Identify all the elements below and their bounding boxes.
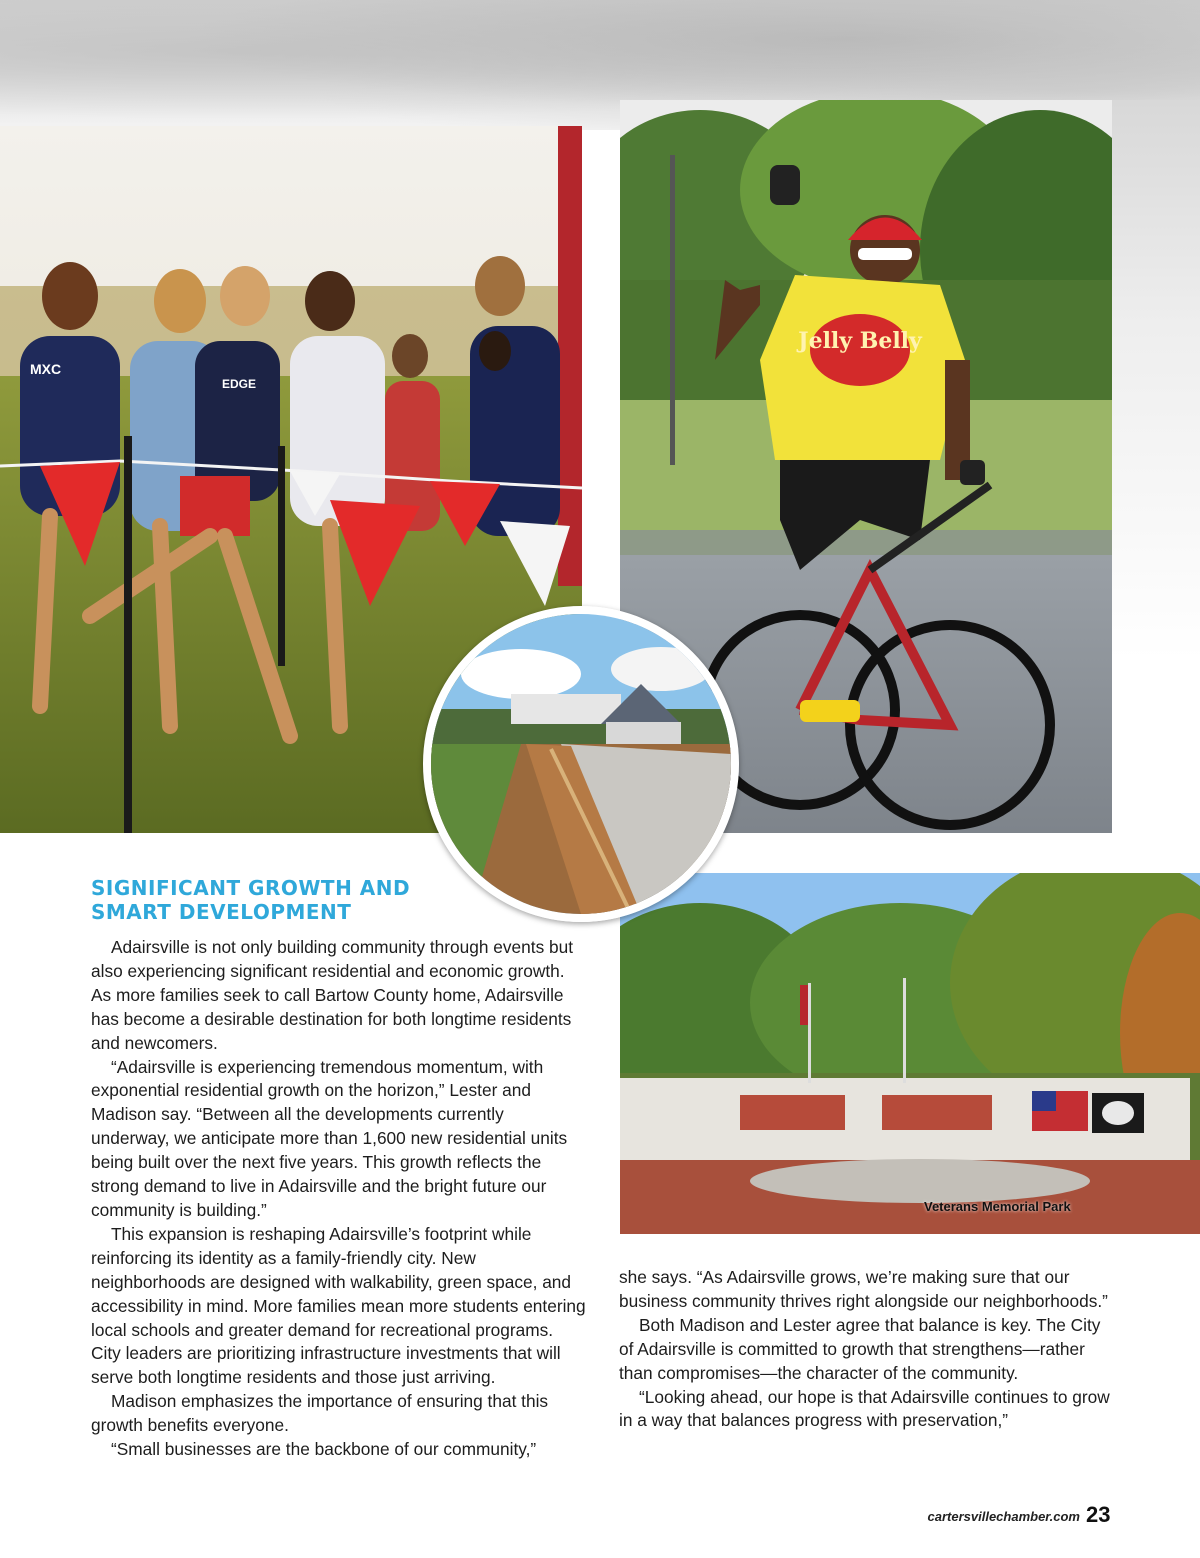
article-right-column	[619, 1266, 1119, 1433]
paragraph: This expansion is reshaping Adairsville’s footprint while reinforcing its identity as a family-friendly city. New neighborhoods are designed with walkability, green space, and accessibility in mind. More families mean more students entering local schools and greater demand for recreational programs. City leaders are prioritizing infrastructure investments that will serve both longtime residents and those just arriving.	[91, 1223, 586, 1388]
memorial-photo-caption: Veterans Memorial Park	[924, 1199, 1071, 1214]
runner-shirt-text: MXC	[30, 361, 62, 377]
article-section-heading: SIGNIFICANT GROWTH AND SMART DEVELOPMENT	[91, 876, 411, 924]
paragraph: “Adairsville is experiencing tremendous momentum, with exponential residential growth on the horizon,” Lester and Madison say. “Between all the developments currently underway, we anticipate more than 1,600 new residential units being built over the next five years. This growth reflects the strong demand to live in Adairsville and the bright future our community is building.”	[91, 1056, 568, 1220]
footer-website-url: cartersvillechamber.com	[927, 1509, 1080, 1524]
paragraph: Adairsville is not only building community through events but also experiencing significant residential and economic growth. As more families seek to call Bartow County home, Adairsville has become a desirable destination for both longtime residents and newcomers.	[91, 937, 574, 1053]
jersey-logo-text: Jelly Belly	[798, 328, 922, 354]
paragraph: Both Madison and Lester agree that balance is key. The City of Adairsville is committed to growth that strengthens—rather than compromises—the character of the community.	[619, 1314, 1101, 1383]
construction-site-inset-photo	[423, 606, 739, 922]
paragraph: “Looking ahead, our hope is that Adairsville continues to grow in a way that balances progress with preservation,”	[619, 1386, 1110, 1431]
paragraph: she says. “As Adairsville grows, we’re making sure that our business community thrives right alongside our neighborhoods.”	[619, 1267, 1108, 1311]
paragraph: Madison emphasizes the importance of ensuring that this growth benefits everyone.	[91, 1391, 549, 1436]
paragraph: “Small businesses are the backbone of our community,”	[111, 1439, 537, 1460]
page-number: 23	[1086, 1502, 1111, 1527]
veterans-memorial-park-photo	[620, 873, 1200, 1234]
grunge-texture-side	[1112, 100, 1200, 660]
runner-bib-text: EDGE	[222, 377, 257, 391]
article-left-column	[91, 936, 586, 1462]
